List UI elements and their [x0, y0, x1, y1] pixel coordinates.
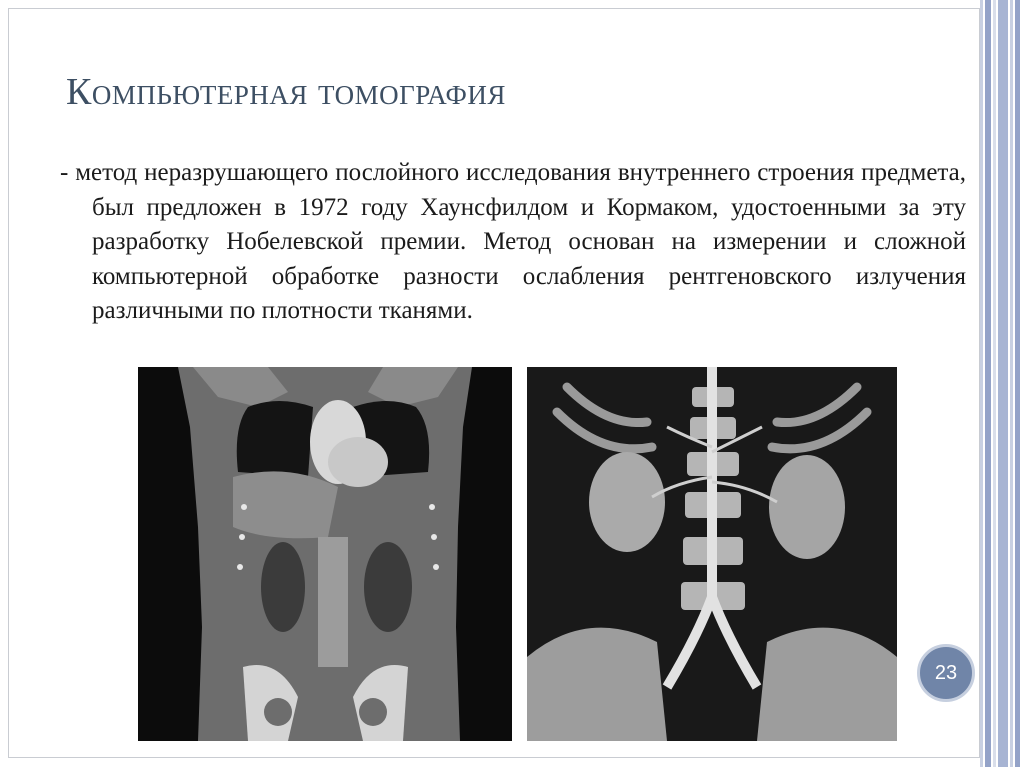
page-number-badge: 23	[917, 644, 975, 702]
definition-paragraph: - метод неразрушающего послойного исследования внутреннего строения предмета, был предложен в 1972 году Хаунсфилдом и Кормаком, удостоенными за эту разработку Нобелевской премии. Метод основан на измерении и сложной компьютерной обработке разности ослабления рентгеновского излучения различными по плотности тканями.	[60, 159, 966, 324]
slide-title: Компьютерная томография	[66, 71, 506, 113]
slide-body-text	[60, 156, 966, 329]
3d-vascular-reconstruction-image	[527, 367, 897, 741]
decorative-side-stripes	[980, 0, 1024, 767]
coronal-ct-scan-image	[138, 367, 512, 741]
